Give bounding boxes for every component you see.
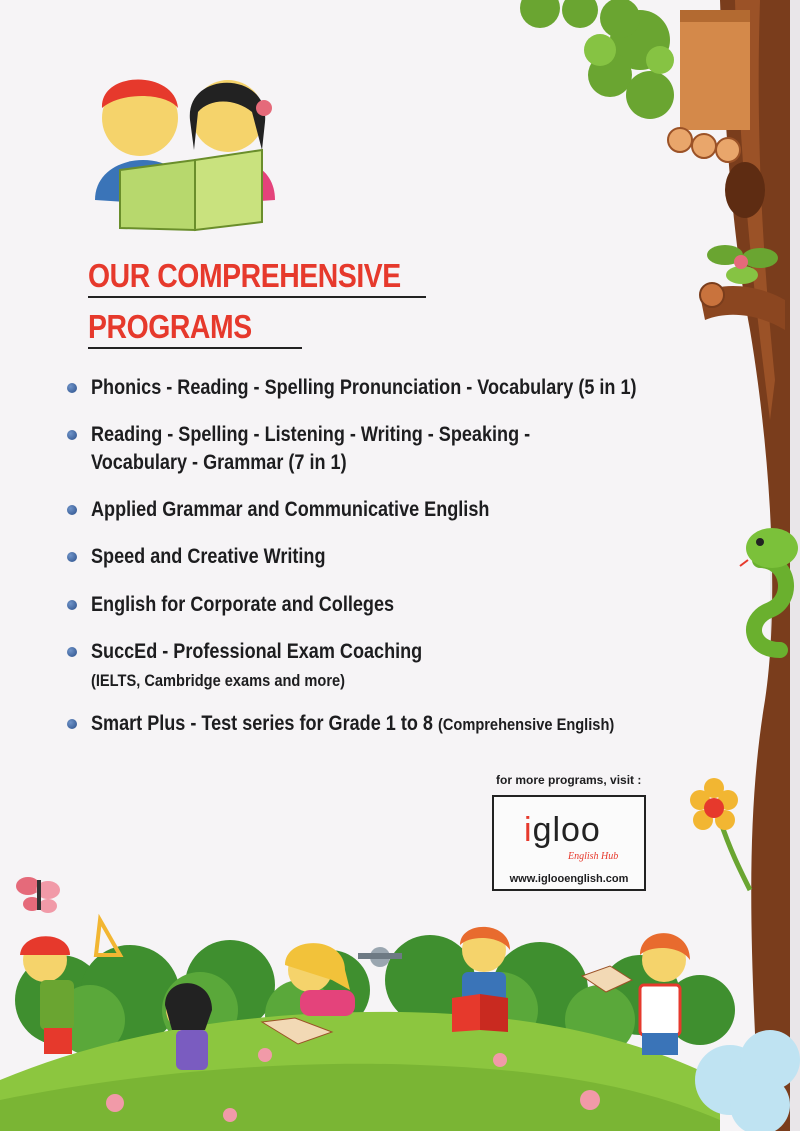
- program-text-main: Smart Plus - Test series for Grade 1 to 8: [91, 712, 433, 735]
- bullet-icon: [67, 719, 77, 729]
- bullet-icon: [67, 552, 77, 562]
- butterfly: [16, 877, 60, 913]
- tree-house: [680, 10, 750, 130]
- kids-reading-illustration: [95, 80, 275, 231]
- program-text-suffix: (Comprehensive English): [437, 715, 615, 734]
- logo-letter-i: i: [524, 811, 533, 849]
- bullet-icon: [67, 383, 77, 393]
- logo-subtitle: English Hub: [568, 851, 619, 862]
- program-text-line-2: Vocabulary - Grammar (7 in 1): [91, 451, 347, 474]
- logo-word-rest: gloo: [532, 811, 601, 849]
- visit-label: for more programs, visit :: [496, 773, 642, 787]
- program-text: [91, 421, 530, 477]
- bullet-icon: [67, 647, 77, 657]
- heading-underline-2: [88, 347, 302, 349]
- program-text: English for Corporate and Colleges: [91, 593, 395, 616]
- igloo-logo-box[interactable]: [492, 795, 646, 891]
- program-text: Phonics - Reading - Spelling Pronunciation - Vocabulary (5 in 1): [91, 376, 637, 399]
- program-text: Applied Grammar and Communicative English: [91, 498, 490, 521]
- program-text: [91, 638, 422, 694]
- flower-right: [690, 778, 750, 890]
- program-text: [91, 710, 614, 739]
- website-url[interactable]: www.iglooenglish.com: [509, 873, 629, 885]
- bullet-icon: [67, 600, 77, 610]
- igloo-logo: [524, 811, 601, 850]
- program-text-line-1: Reading - Spelling - Listening - Writing - Speaking -: [91, 423, 531, 446]
- bullet-icon: [67, 505, 77, 515]
- heading-line-1: OUR COMPREHENSIVE: [88, 257, 401, 294]
- branch-end: [700, 283, 724, 307]
- heading-line-2: PROGRAMS: [88, 308, 252, 345]
- heading-underline-1: [88, 296, 426, 298]
- bullet-icon: [67, 430, 77, 440]
- program-text-main: SuccEd - Professional Exam Coaching: [91, 640, 423, 663]
- tree-knot: [725, 162, 765, 218]
- program-text: Speed and Creative Writing: [91, 545, 326, 568]
- program-text-sub: (IELTS, Cambridge exams and more): [91, 671, 346, 690]
